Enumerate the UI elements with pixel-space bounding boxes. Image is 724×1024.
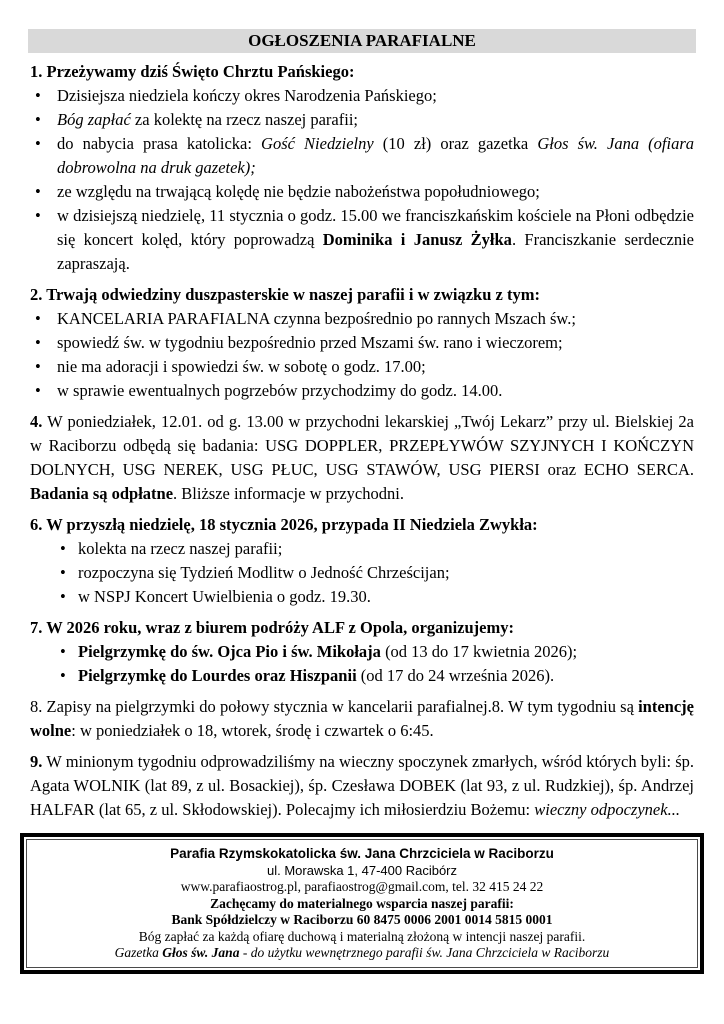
bullet-icon: • [35,309,41,328]
bullet-icon: • [35,357,41,376]
bullet-text: Pielgrzymkę do Lourdes oraz Hiszpanii (od 17 do 24 września 2026). [78,666,555,685]
section-heading: 2. Trwają odwiedziny duszpasterskie w naszej parafii i w związku z tym: [30,285,540,304]
section [30,283,694,403]
parish-info-line: www.parafiaostrog.pl, parafiaostrog@gmail.com, tel. 32 415 24 22 [180,879,544,894]
bullet-item [30,307,694,331]
bullet-text: w dzisiejszą niedzielę, 11 stycznia o godz. 15.00 we franciszkańskim kościele na Płoni odbędzie się koncert kolęd, który poprowadzą Dominika i Janusz Żyłka. Franciszkanie serdecznie zapraszają. [57,206,694,273]
bullet-icon: • [35,381,41,400]
parish-info-line: Zachęcamy do materialnego wsparcia naszej parafii: [210,895,514,911]
bullet-text: ze względu na trwającą kolędę nie będzie nabożeństwa popołudniowego; [57,182,540,201]
paragraph: 8. Zapisy na pielgrzymki do połowy stycznia w kancelarii parafialnej.8. W tym tygodniu są intencję wolne: w poniedziałek o 18, wtorek, środę i czwartek o 6:45. [30,697,694,740]
parish-info-line: ul. Morawska 1, 47-400 Racibórz [266,862,458,878]
parish-info-box [20,833,704,974]
bullet-item [60,585,694,609]
bullet-item [30,379,694,403]
bullet-icon: • [60,666,66,685]
bullet-item [60,664,694,688]
bullet-text: Dzisiejsza niedziela kończy okres Narodzenia Pańskiego; [57,86,437,105]
announcements-body [30,60,694,822]
bullet-text: KANCELARIA PARAFIALNA czynna bezpośrednio po rannych Mszach św.; [57,309,576,328]
parish-info-line: Gazetka Głos św. Jana - do użytku wewnętrznego parafii św. Jana Chrzciciela w Raciborzu [114,945,610,960]
bullet-item [30,108,694,132]
parish-info-line: Bank Spółdzielczy w Raciborzu 60 8475 0006 2001 0014 5815 0001 [171,912,553,927]
bullet-icon: • [35,333,41,352]
bullet-icon: • [60,563,66,582]
bullet-icon: • [60,539,66,558]
section [30,513,694,609]
bullet-item [30,132,694,180]
section-heading: 1. Przeżywamy dziś Święto Chrztu Pańskiego: [30,62,355,81]
bullet-item [60,537,694,561]
parish-info-inner [26,839,698,968]
bullet-icon: • [35,206,41,225]
bullet-item [30,355,694,379]
document-title: OGŁOSZENIA PARAFIALNE [28,29,696,53]
bullet-icon: • [60,642,66,661]
paragraph: 9. W minionym tygodniu odprowadziliśmy na wieczny spoczynek zmarłych, wśród których byli: śp. Agata WOLNIK (lat 89, z ul. Bosackiej), śp. Czesława DOBEK (lat 93, z ul. Rudzkiej), śp. Andrzej HALFAR (lat 65, z ul. Skłodowskiej). Polecajmy ich miłosierdziu Bożemu: wieczny odpoczynek... [30,752,694,819]
paragraph: 4. W poniedziałek, 12.01. od g. 13.00 w przychodni lekarskiej „Twój Lekarz” przy ul. Bielskiej 2a w Raciborzu odbędą się badania: USG DOPPLER, PRZEPŁYWÓW SZYJNYCH I KOŃCZYN DOLNYCH, USG NEREK, USG PŁUC, USG STAWÓW, USG PIERSI oraz ECHO SERCA. Badania są odpłatne. Bliższe informacje w przychodni. [30,412,694,503]
bullet-text: Pielgrzymkę do św. Ojca Pio i św. Mikołaja (od 13 do 17 kwietnia 2026); [78,642,578,661]
bullet-item [30,180,694,204]
section-heading: 7. W 2026 roku, wraz z biurem podróży ALF z Opola, organizujemy: [30,618,514,637]
section [30,60,694,276]
bullet-text: spowiedź św. w tygodniu bezpośrednio przed Mszami św. rano i wieczorem; [57,333,563,352]
bullet-text: kolekta na rzecz naszej parafii; [78,539,283,558]
section-heading: 6. W przyszłą niedzielę, 18 stycznia 2026, przypada II Niedziela Zwykła: [30,515,538,534]
bullet-text: do nabycia prasa katolicka: Gość Niedzielny (10 zł) oraz gazetka Głos św. Jana (ofiara dobrowolna na druk gazetek); [57,134,695,177]
parish-info-line: Parafia Rzymskokatolicka św. Jana Chrzciciela w Raciborzu [170,846,554,861]
section [30,616,694,688]
bullet-text: w NSPJ Koncert Uwielbienia o godz. 19.30. [78,587,371,606]
bullet-text: w sprawie ewentualnych pogrzebów przychodzimy do godz. 14.00. [57,381,503,400]
bullet-text: rozpoczyna się Tydzień Modlitw o Jedność Chrześcijan; [78,563,450,582]
bullet-item [30,84,694,108]
bullet-text: nie ma adoracji i spowiedzi św. w sobotę o godz. 17.00; [57,357,426,376]
bullet-icon: • [60,587,66,606]
bullet-item [30,331,694,355]
bullet-item [30,204,694,276]
bullet-icon: • [35,110,41,129]
bullet-icon: • [35,86,41,105]
bullet-item [60,640,694,664]
bullet-icon: • [35,134,41,153]
parish-info-line: Bóg zapłać za każdą ofiarę duchową i materialną złożoną w intencji naszej parafii. [138,928,586,944]
bullet-text: Bóg zapłać za kolektę na rzecz naszej parafii; [57,110,358,129]
bullet-icon: • [35,182,41,201]
bullet-item [60,561,694,585]
